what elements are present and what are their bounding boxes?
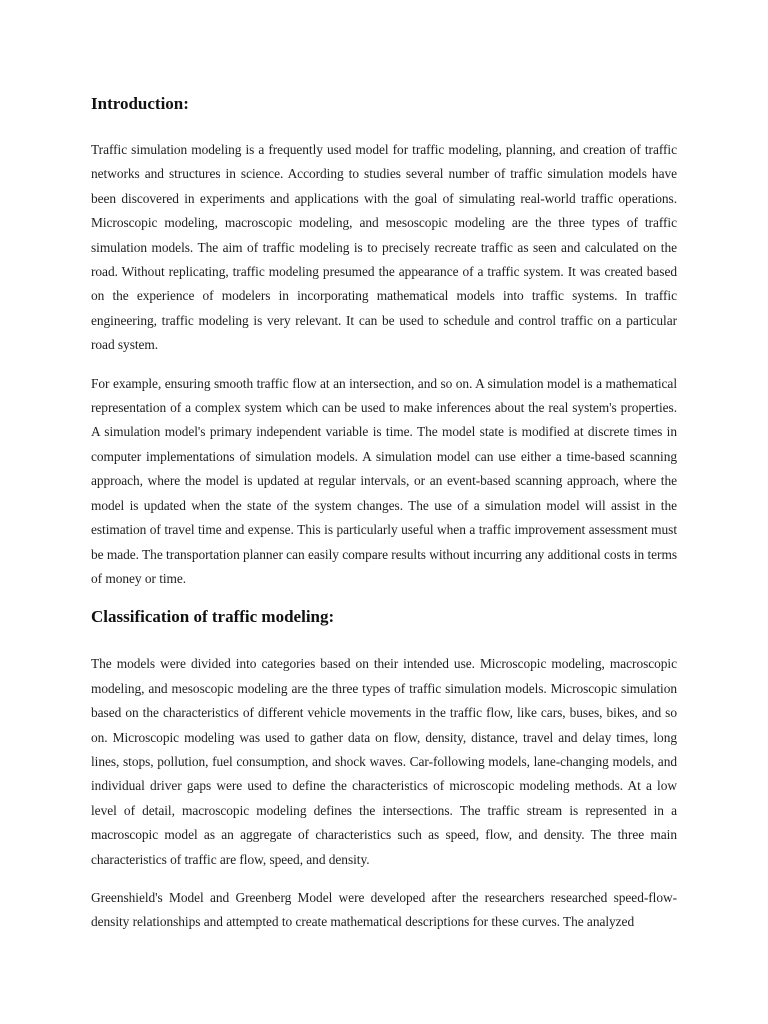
- paragraph-introduction-2: For example, ensuring smooth traffic flow at an intersection, and so on. A simulation model is a mathematical representation of a complex system which can be used to make inferences about the real system's properties. A simulation model's primary independent variable is time. The model state is modified at discrete times in computer implementations of simulation models. A simulation model can use either a time-based scanning approach, where the model is updated at regular intervals, or an event-based scanning approach, where the model is updated when the state of the system changes. The use of a simulation model will assist in the estimation of travel time and expense. This is particularly useful when a traffic improvement assessment must be made. The transportation planner can easily compare results without incurring any additional costs in terms of money or time.: [91, 375, 677, 586]
- section-heading-introduction: Introduction:: [91, 94, 189, 113]
- document-body: [91, 86, 677, 949]
- section-heading-classification: Classification of traffic modeling:: [91, 607, 335, 627]
- paragraph-classification-2: Greenshield's Model and Greenberg Model were developed after the researchers researched speed-flow-density relationships and attempted to create mathematical descriptions for these curves. The analyzed: [91, 889, 677, 930]
- paragraph-introduction-1: Traffic simulation modeling is a frequently used model for traffic modeling, planning, and creation of traffic networks and structures in science. According to studies several number of traffic simulation models have been discovered in experiments and applications with the goal of simulating real-world traffic operations. Microscopic modeling, macroscopic modeling, and mesoscopic modeling are the three types of traffic simulation models. The aim of traffic modeling is to precisely recreate traffic as seen and calculated on the road. Without replicating, traffic modeling presumed the appearance of a traffic system. It was created based on the experience of modelers in incorporating mathematical models into traffic systems. In traffic engineering, traffic modeling is very relevant. It can be used to schedule and control traffic on a particular road system.: [91, 142, 677, 353]
- paragraph-classification-1: The models were divided into categories based on their intended use. Microscopic modeling, macroscopic modeling, and mesoscopic modeling are the three types of traffic simulation models. Microscopic simulation based on the characteristics of different vehicle movements in the traffic flow, like cars, buses, bikes, and so on. Microscopic modeling was used to gather data on flow, density, distance, travel and delay times, long lines, stops, pollution, fuel consumption, and shock waves. Car-following models, lane-changing models, and individual driver gaps were used to define the characteristics of microscopic modeling methods. At a low level of detail, macroscopic modeling defines the intersections. The traffic stream is represented in a macroscopic model as an aggregate of characteristics such as speed, flow, and density. The three main characteristics of traffic are flow, speed, and density.: [91, 656, 677, 867]
